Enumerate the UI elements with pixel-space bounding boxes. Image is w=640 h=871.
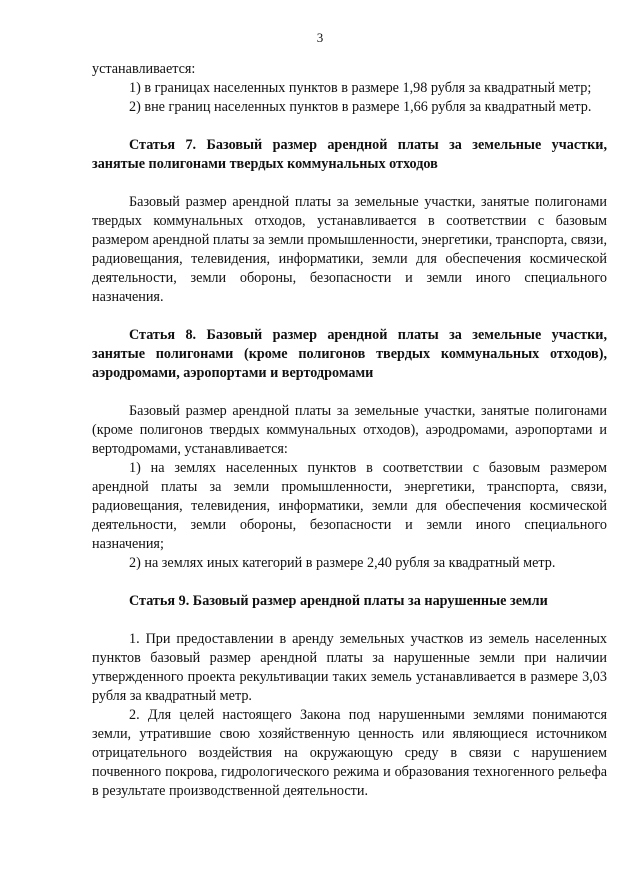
intro-lead: устанавливается: xyxy=(92,61,196,77)
article-8-heading: Статья 8. Базовый размер арендной платы за земельные участки, занятые полигонами (кроме полигонов твердых коммунальных отходов), аэродромами, аэропортами и вертодромами xyxy=(92,327,607,381)
page-content xyxy=(92,60,607,801)
article-9-paragraph-1: 1. При предоставлении в аренду земельных участков из земель населенных пунктов базовый размер арендной платы за нарушенные земли при наличии утвержденного проекта рекультивации таких земель устанавливается в размере 3,03 рубля за квадратный метр. xyxy=(92,631,607,704)
article-8-item-2: 2) на землях иных категорий в размере 2,40 рубля за квадратный метр. xyxy=(129,555,556,571)
intro-item-2: 2) вне границ населенных пунктов в размере 1,66 рубля за квадратный метр. xyxy=(129,99,592,115)
article-9-paragraph-2: 2. Для целей настоящего Закона под нарушенными землями понимаются земли, утратившие свою хозяйственную ценность или являющиеся источником отрицательного воздействия на окружающую среду в связи с нарушением почвенного покрова, гидрологического режима и образования техногенного рельефа в результате производственной деятельности. xyxy=(92,707,607,799)
article-7-body: Базовый размер арендной платы за земельные участки, занятые полигонами твердых коммунальных отходов, устанавливается в соответствии с базовым размером арендной платы за земли промышленности, энергетики, транспорта, связи, радиовещания, телевидения, информатики, земли для обеспечения космической деятельности, земли обороны, безопасности и земли иного специального назначения. xyxy=(92,194,607,305)
article-8-lead: Базовый размер арендной платы за земельные участки, занятые полигонами (кроме полигонов твердых коммунальных отходов), аэродромами, аэропортами и вертодромами, устанавливается: xyxy=(92,403,607,457)
page-number: 3 xyxy=(316,30,324,45)
article-8-item-1: 1) на землях населенных пунктов в соответствии с базовым размером арендной платы за земли промышленности, энергетики, транспорта, связи, радиовещания, телевидения, информатики, земли для обеспечения космической деятельности, земли обороны, безопасности и земли иного специального назначения; xyxy=(92,460,607,552)
article-7-heading: Статья 7. Базовый размер арендной платы за земельные участки, занятые полигонами твердых коммунальных отходов xyxy=(92,137,607,172)
article-9-heading: Статья 9. Базовый размер арендной платы за нарушенные земли xyxy=(129,593,548,609)
intro-item-1: 1) в границах населенных пунктов в размере 1,98 рубля за квадратный метр; xyxy=(129,80,592,96)
